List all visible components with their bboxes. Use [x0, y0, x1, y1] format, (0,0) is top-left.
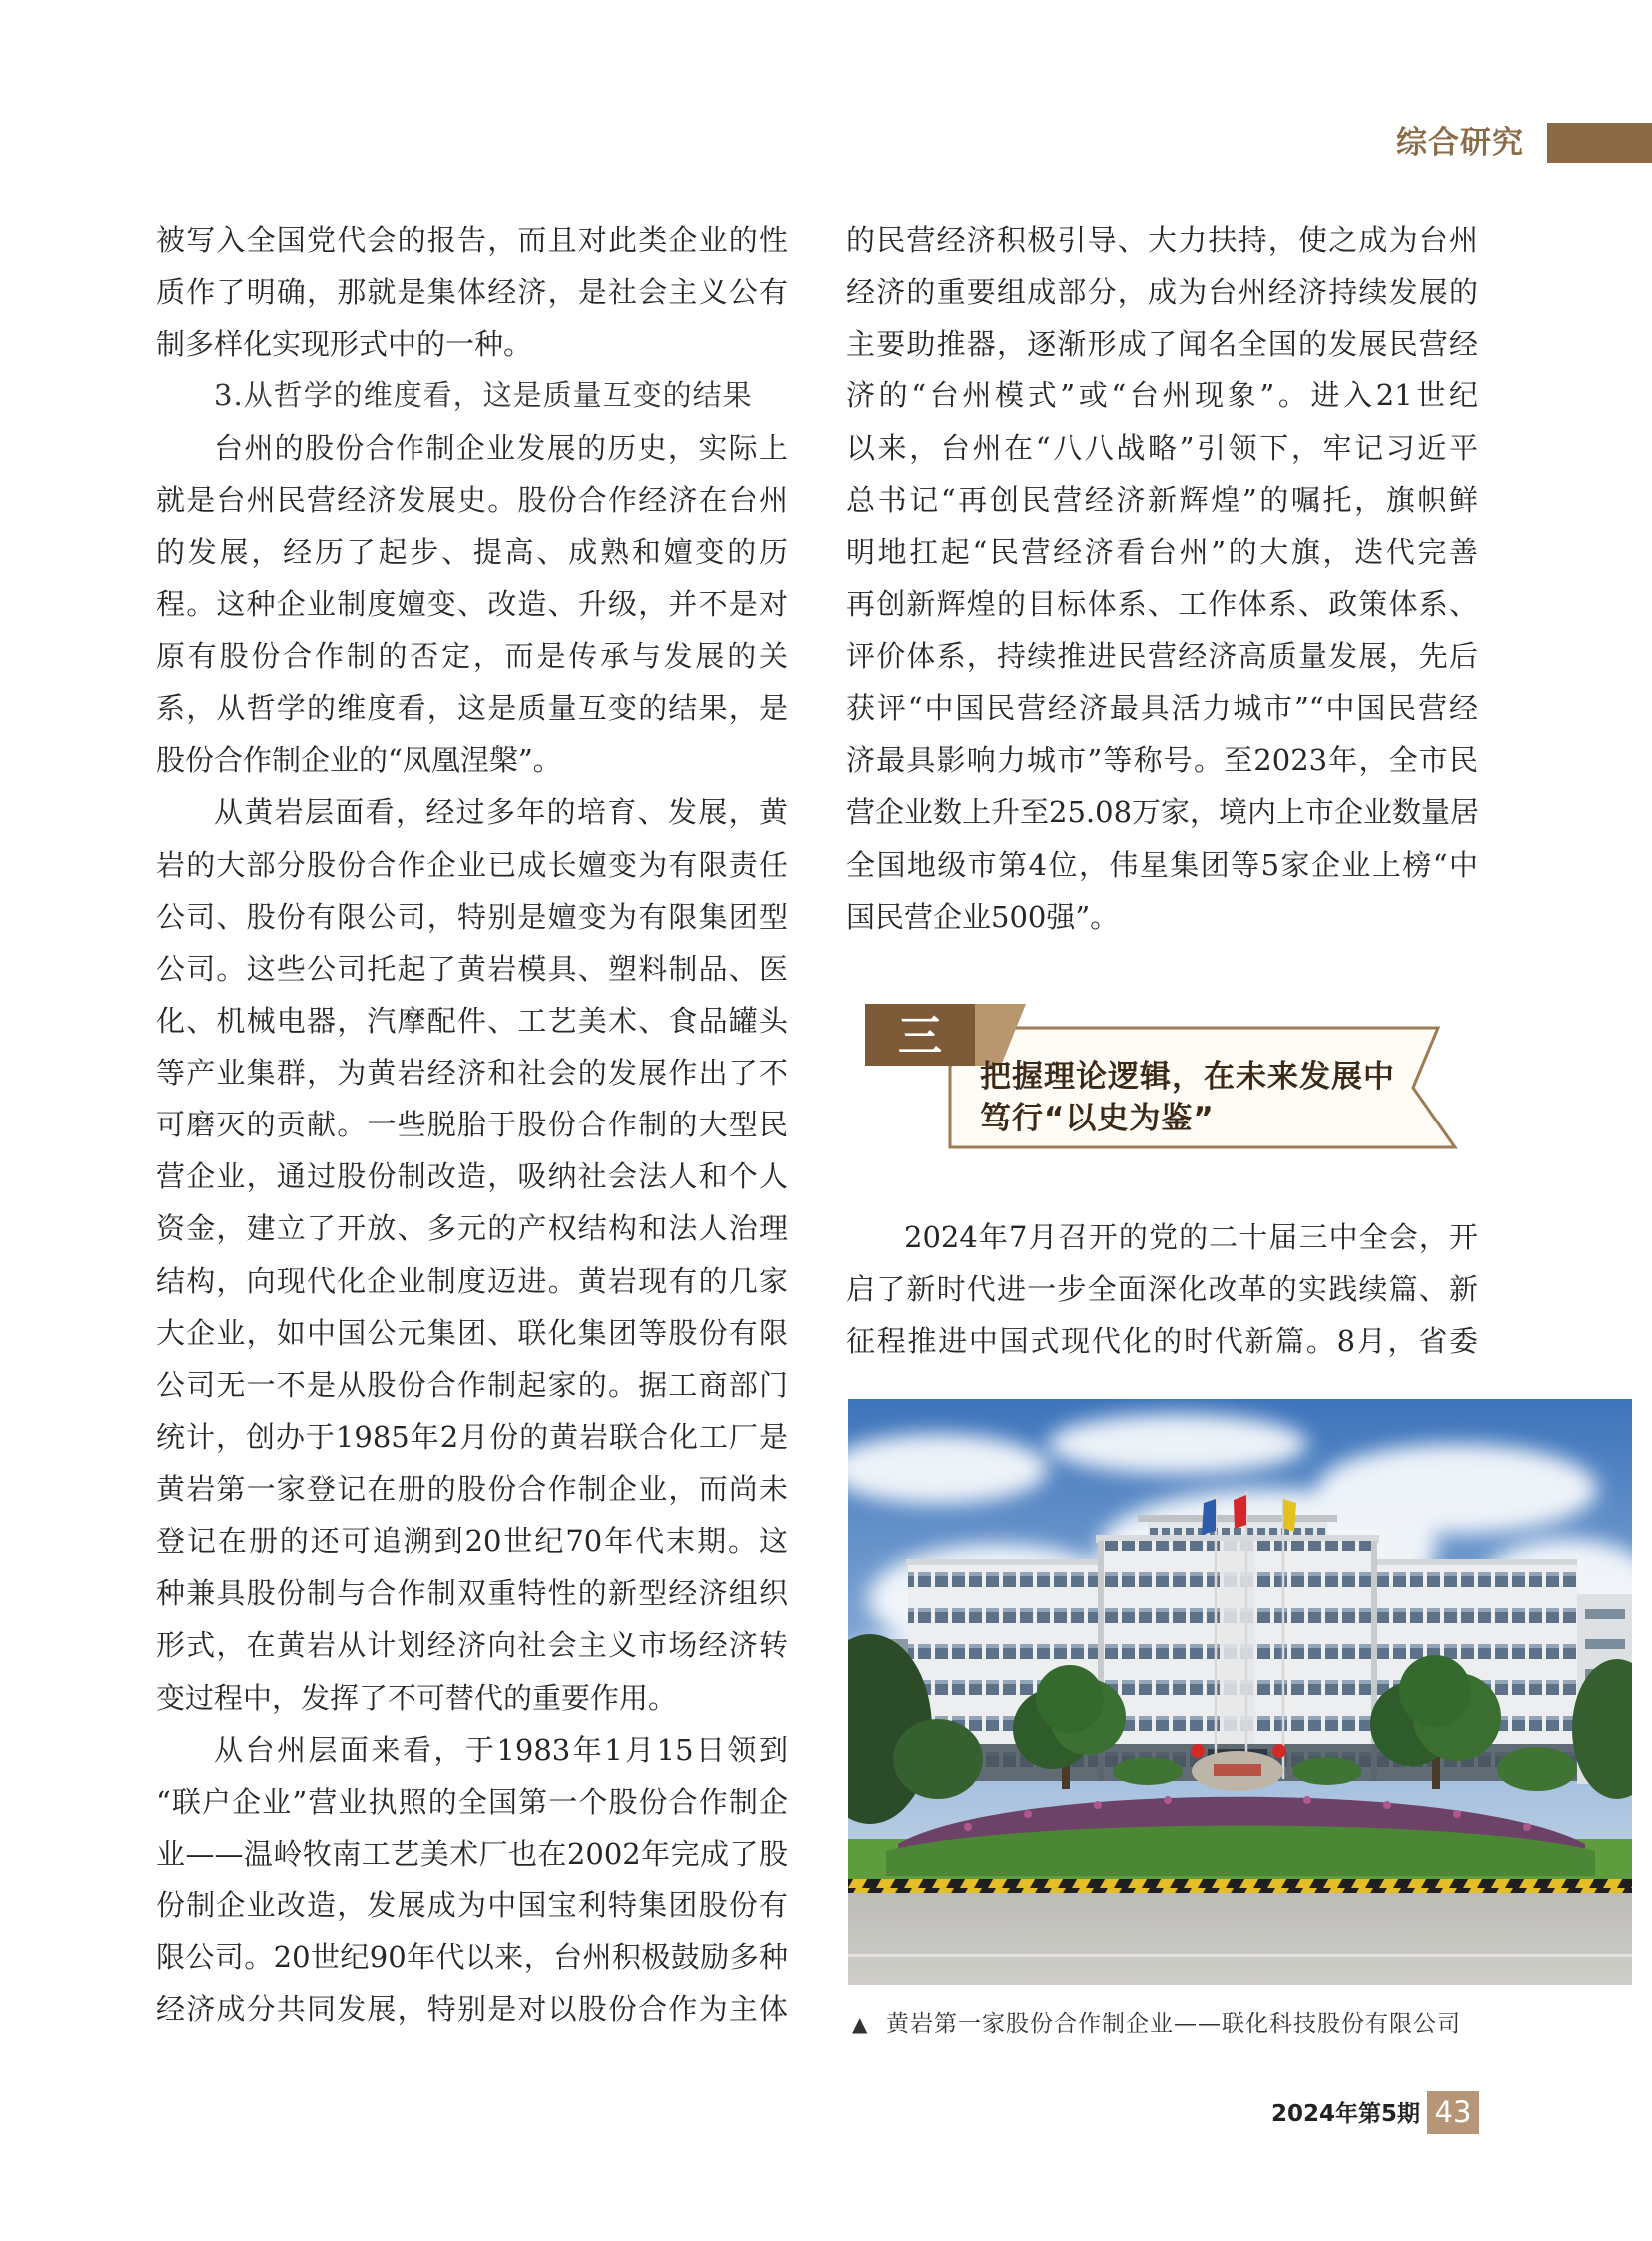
body-text-line: 营企业，通过股份制改造，吸纳社会法人和个人: [156, 1159, 788, 1194]
body-text-line: 济最具影响力城市”等称号。至2023年，全市民: [846, 743, 1478, 778]
body-text-line: 系，从哲学的维度看，这是质量互变的结果，是: [156, 691, 788, 726]
body-text-line: 营企业数上升至25.08万家，境内上市企业数量居: [846, 795, 1480, 830]
body-text-line: 登记在册的还可追溯到20世纪70年代末期。这: [156, 1524, 788, 1559]
body-text-line: 从黄岩层面看，经过多年的培育、发展，黄: [214, 795, 788, 830]
body-text-line: 启了新时代进一步全面深化改革的实践续篇、新: [846, 1272, 1478, 1307]
caption-triangle-icon: ▲: [852, 2012, 868, 2036]
body-text-line: 获评“中国民营经济最具活力城市”“中国民营经: [846, 691, 1478, 726]
body-text-line: 业——温岭牧南工艺美术厂也在2002年完成了股: [156, 1836, 788, 1870]
body-text-line: 经济成分共同发展，特别是对以股份合作为主体: [156, 1992, 788, 2027]
body-text-line: 原有股份合作制的否定，而是传承与发展的关: [156, 639, 788, 673]
curb: [848, 1879, 1632, 1893]
body-text-line: 份制企业改造，发展成为中国宝利特集团股份有: [156, 1888, 788, 1922]
body-text-line: 岩的大部分股份合作企业已成长嬗变为有限责任: [156, 847, 788, 882]
body-text-line: 化、机械电器，汽摩配件、工艺美术、食品罐头: [156, 1003, 788, 1038]
body-text-line: 被写入全国党代会的报告，而且对此类企业的性: [156, 223, 788, 257]
section-heading: [865, 999, 1464, 1158]
right-column-bottom: [846, 1211, 1478, 1367]
body-text-line: 国民营企业500强”。: [846, 899, 1120, 934]
body-text-line: 明地扛起“民营经济看台州”的大旗，迭代完善: [846, 534, 1478, 569]
body-text-line: 统计，创办于1985年2月份的黄岩联合化工厂是: [156, 1419, 788, 1454]
body-text-line: 征程推进中国式现代化的时代新篇。8月，省委: [846, 1324, 1478, 1359]
subheading: 3.从哲学的维度看，这是质量互变的结果: [214, 378, 753, 413]
caption-text: 黄岩第一家股份合作制企业——联化科技股份有限公司: [886, 2011, 1461, 2037]
body-text-line: 从台州层面来看，于1983年1月15日领到: [214, 1732, 788, 1767]
blue-flag: [1202, 1499, 1216, 1535]
body-text-line: 资金，建立了开放、多元的产权结构和法人治理: [156, 1211, 788, 1246]
section-title-line2: 笃行“以史为鉴”: [980, 1101, 1215, 1136]
yellow-flag: [1283, 1499, 1296, 1532]
building-photo: [848, 1399, 1632, 1985]
left-column: [156, 214, 788, 2035]
body-text-line: 等产业集群，为黄岩经济和社会的发展作出了不: [156, 1056, 788, 1090]
body-text-line: 大企业，如中国公元集团、联化集团等股份有限: [156, 1315, 788, 1350]
section-title-line1: 把握理论逻辑，在未来发展中: [980, 1059, 1395, 1095]
body-text-line: 主要助推器，逐渐形成了闻名全国的发展民营经: [846, 327, 1478, 362]
body-text-line: 的民营经济积极引导、大力扶持，使之成为台州: [846, 223, 1478, 257]
body-text-line: 经济的重要组成部分，成为台州经济持续发展的: [846, 275, 1478, 310]
page-number: 43: [1427, 2091, 1479, 2134]
body-text-line: 形式，在黄岩从计划经济向社会主义市场经济转: [156, 1628, 788, 1663]
body-text-line: 全国地级市第4位，伟星集团等5家企业上榜“中: [846, 847, 1478, 882]
red-lantern: [1191, 1744, 1205, 1758]
body-text-line: 种兼具股份制与合作制双重特性的新型经济组织: [156, 1576, 788, 1611]
section-number: 三: [898, 1011, 942, 1062]
body-text-line: “联户企业”营业执照的全国第一个股份合作制企: [156, 1784, 788, 1819]
body-text-line: 2024年7月召开的党的二十届三中全会，开: [904, 1220, 1478, 1254]
right-column-top: [846, 214, 1478, 943]
body-text-line: 变过程中，发挥了不可替代的重要作用。: [156, 1680, 678, 1715]
body-text-line: 程。这种企业制度嬗变、改造、升级，并不是对: [156, 586, 788, 621]
section-label-bar: [1547, 123, 1652, 163]
red-flag: [1234, 1495, 1246, 1529]
body-text-line: 质作了明确，那就是集体经济，是社会主义公有: [156, 275, 788, 310]
road: [848, 1893, 1632, 1985]
road-marking: [848, 1954, 1632, 1957]
body-text-line: 黄岩第一家登记在册的股份合作制企业，而尚未: [156, 1472, 788, 1506]
body-text-line: 公司无一不是从股份合作制起家的。据工商部门: [156, 1367, 788, 1402]
body-text-line: 可磨灭的贡献。一些脱胎于股份合作制的大型民: [156, 1108, 788, 1142]
body-text-line: 的发展，经历了起步、提高、成熟和嬗变的历: [156, 534, 788, 569]
body-text-line: 就是台州民营经济发展史。股份合作经济在台州: [156, 482, 788, 517]
photo-caption: [852, 2007, 1461, 2041]
body-text-line: 济的“台州模式”或“台州现象”。进入21世纪: [846, 378, 1478, 413]
body-text-line: 制多样化实现形式中的一种。: [156, 327, 533, 362]
red-lantern: [1272, 1744, 1286, 1758]
section-label: 综合研究: [1396, 125, 1524, 161]
body-text-line: 总书记“再创民营经济新辉煌”的嘱托，旗帜鲜: [846, 482, 1478, 517]
body-text-line: 结构，向现代化企业制度迈进。黄岩现有的几家: [156, 1263, 788, 1298]
body-text-line: 公司。这些公司托起了黄岩模具、塑料制品、医: [156, 951, 788, 986]
body-text-line: 评价体系，持续推进民营经济高质量发展，先后: [846, 639, 1478, 673]
body-text-line: 公司、股份有限公司，特别是嬗变为有限集团型: [156, 899, 788, 934]
issue-label: 2024年第5期: [1270, 2101, 1420, 2127]
body-text-line: 台州的股份合作制企业发展的历史，实际上: [214, 430, 788, 465]
body-text-line: 股份合作制企业的“凤凰涅槃”。: [156, 743, 562, 778]
body-text-line: 再创新辉煌的目标体系、工作体系、政策体系、: [846, 586, 1478, 621]
body-text-line: 限公司。20世纪90年代以来，台州积极鼓励多种: [156, 1940, 788, 1975]
body-text-line: 以来，台州在“八八战略”引领下，牢记习近平: [846, 430, 1478, 465]
